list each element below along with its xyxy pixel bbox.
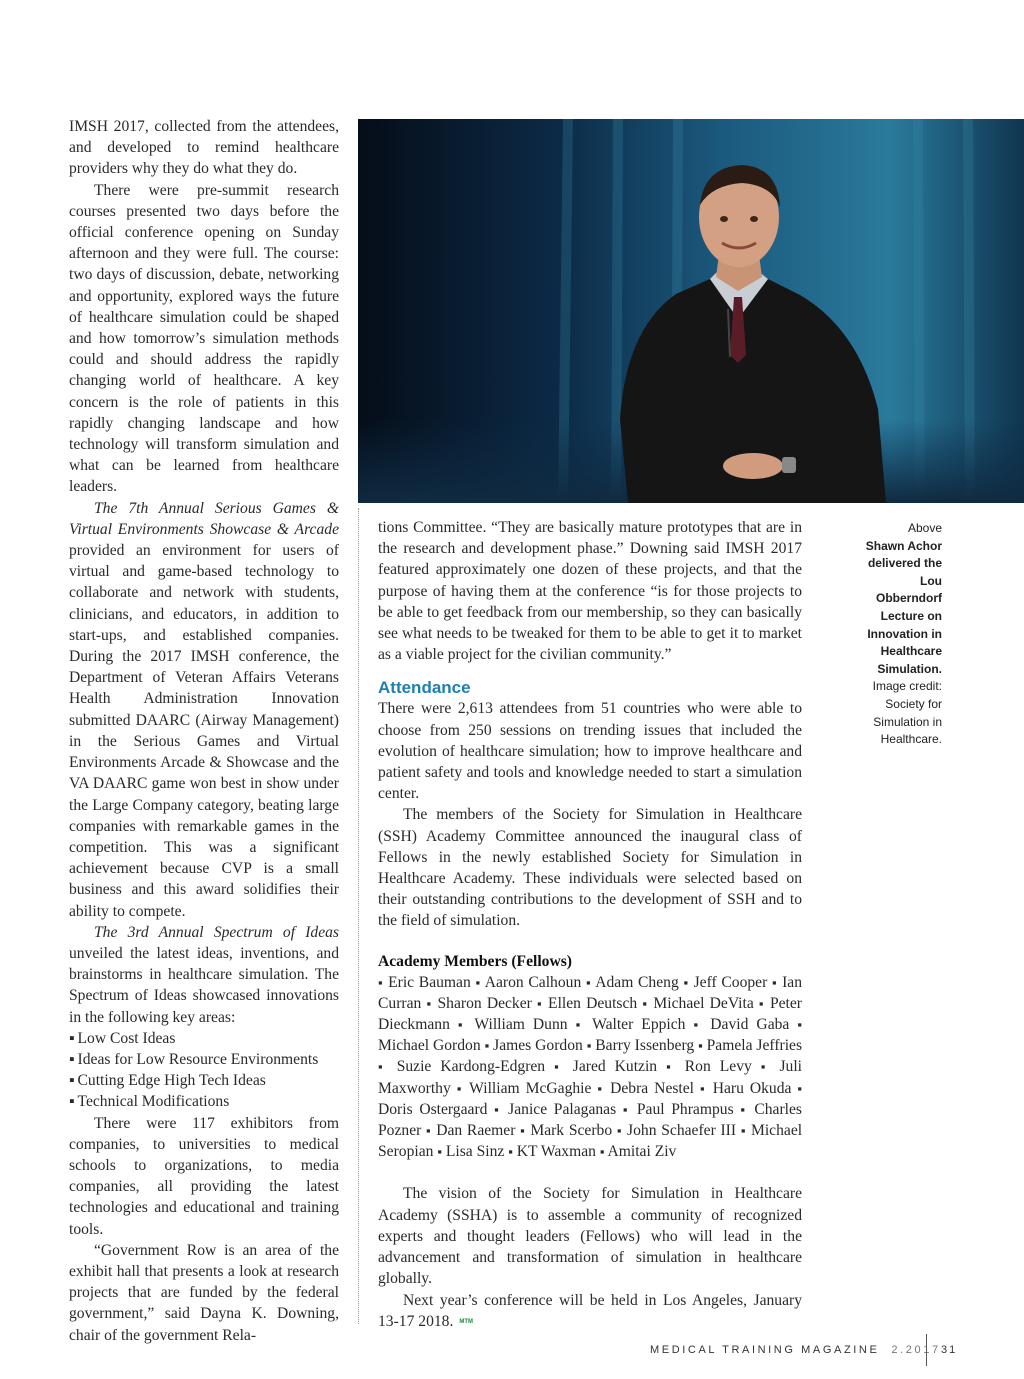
member-name: Juli Maxworthy [378, 1058, 803, 1097]
separator-icon: ▪ [554, 1059, 564, 1075]
attendance-heading: Attendance [378, 678, 471, 698]
separator-icon: ▪ [426, 1123, 432, 1139]
paragraph: IMSH 2017, collected from the attendees, and developed to remind healthcare providers why they do what they do. [69, 118, 339, 178]
member-name: Amitai Ziv [607, 1143, 677, 1161]
member-name: Eric Bauman [388, 973, 471, 991]
separator-icon: ▪ [698, 1038, 703, 1054]
separator-icon: ▪ [642, 995, 649, 1011]
member-name: Ellen Deutsch [548, 994, 638, 1012]
separator-icon: ▪ [378, 1059, 388, 1075]
member-name: Debra Nestel [610, 1079, 695, 1097]
member-name: David Gaba [710, 1016, 790, 1034]
separator-icon: ▪ [537, 995, 543, 1011]
member-name: Adam Cheng [595, 973, 679, 991]
separator-icon: ▪ [508, 1144, 513, 1160]
paragraph: The 3rd Annual Spectrum of Ideas unveiled the latest ideas, inventions, and brainstorms in healthcare simulation. The Spectrum of Ideas showcased innovations in the following key areas: [69, 923, 339, 1026]
page-number: 31 [941, 1344, 958, 1356]
member-name: Sharon Decker [437, 994, 532, 1012]
issue-number: 2.2017 [891, 1344, 941, 1356]
paragraph: Next year’s conference will be held in Los Angeles, January 13-17 2018. MTM [378, 1291, 802, 1330]
bullet-item: ▪ Cutting Edge High Tech Ideas [69, 1070, 339, 1091]
member-name: Doris Ostergaard [378, 1100, 488, 1118]
spectrum-title: The 3rd Annual Spectrum of Ideas [94, 923, 339, 941]
paragraph: tions Committee. “They are basically mature prototypes that are in the research and development phase.” Downing said IMSH 2017 featured approximately one dozen of these projects, and that the purpose of having them at the conference “is for those projects to be able to get feedback from our membership, so they can basically see what needs to be tweaked for them to be able to get it to market as a viable project for the civilian community.” [378, 519, 802, 664]
separator-icon: ▪ [740, 1101, 748, 1117]
paragraph: There were 2,613 attendees from 51 countries who were able to choose from 250 sessions on trending issues that included the evolution of healthcare simulation; how to improve healthcare and patient safety and tools and knowledge needed to start a simulation center. [378, 700, 802, 803]
paragraph: The members of the Society for Simulation in Healthcare (SSH) Academy Committee announced the inaugural class of Fellows in the newly established Society for Simulation in Healthcare Academy. These individuals were selected based on their outstanding contributions to the development of SSH and to the field of simulation. [378, 806, 802, 930]
paragraph: There were 117 exhibitors from companies, to universities to medical schools to organizations, to media companies, all providing the latest technologies and educational and training tools. [69, 1114, 339, 1238]
footer [650, 1344, 941, 1356]
showcase-title: The 7th Annual Serious Games & Virtual Environments Showcase & Arcade [69, 499, 339, 538]
bullet-item: ▪ Ideas for Low Resource Environments [69, 1049, 339, 1070]
separator-icon: ▪ [760, 1059, 771, 1075]
separator-icon: ▪ [378, 974, 384, 990]
member-name: Mark Scerbo [530, 1122, 613, 1140]
member-name: Suzie Kardong-Edgren [396, 1058, 546, 1076]
column-divider [358, 508, 359, 1324]
separator-icon: ▪ [586, 1038, 592, 1054]
member-name: Janice Palaganas [508, 1100, 617, 1118]
separator-icon: ▪ [426, 995, 433, 1011]
separator-icon: ▪ [484, 1038, 490, 1054]
member-name: Michael Gordon [378, 1037, 481, 1055]
member-name: KT Waxman [516, 1143, 596, 1161]
member-name: Michael DeVita [653, 994, 754, 1012]
member-name: Pamela Jeffries [706, 1037, 803, 1055]
paragraph: The vision of the Society for Simulation in Healthcare Academy (SSHA) is to assemble a community of recognized experts and thought leaders (Fellows) who will lead in the advancement and transformation of simulation in healthcare globally. [378, 1185, 802, 1288]
separator-icon: ▪ [475, 974, 481, 990]
member-name: Ian Curran [378, 973, 803, 1012]
member-name: Barry Issenberg [595, 1037, 695, 1055]
member-name: John Schaefer III [627, 1122, 737, 1140]
separator-icon: ▪ [758, 995, 765, 1011]
left-column [69, 116, 339, 1346]
separator-icon: ▪ [456, 1080, 464, 1096]
member-name: Jared Kutzin [572, 1058, 658, 1076]
separator-icon: ▪ [457, 1017, 467, 1033]
separator-icon: ▪ [797, 1017, 802, 1033]
caption-label: Above [907, 521, 942, 535]
separator-icon: ▪ [494, 1101, 502, 1117]
paragraph: “Government Row is an area of the exhibit hall that presents a look at research projects that are funded by the federal government,” said Dayna K. Downing, chair of the government Rela- [69, 1241, 339, 1344]
separator-icon: ▪ [683, 974, 689, 990]
speaker-photo-illustration [358, 119, 1024, 503]
member-name: Lisa Sinz [445, 1143, 505, 1161]
separator-icon: ▪ [599, 1144, 605, 1160]
member-name: Haru Okuda [712, 1079, 792, 1097]
member-name: Walter Eppich [592, 1016, 686, 1034]
separator-icon: ▪ [700, 1080, 707, 1096]
member-name: William McGaghie [469, 1079, 592, 1097]
speaker-photo [358, 119, 1024, 503]
bullet-item: ▪ Technical Modifications [69, 1091, 339, 1112]
middle-column [378, 517, 802, 1333]
separator-icon: ▪ [666, 1059, 676, 1075]
member-name: Jeff Cooper [693, 973, 768, 991]
members-list [378, 972, 802, 1163]
separator-icon: ▪ [575, 1017, 585, 1033]
member-name: Paul Phrampus [636, 1100, 734, 1118]
paragraph: There were pre-summit research courses presented two days before the official conference opening on Sunday afternoon and they were full. The course: two days of discussion, debate, networking and opportunity, explored ways the future of healthcare simulation could be shaped and how tomorrow’s simulation methods could and should address the rapidly changing world of healthcare. A key concern is the role of patients in this rapidly changing landscape and how technology will transform simulation and what can be learned from healthcare leaders. [69, 181, 339, 496]
separator-icon: ▪ [520, 1123, 526, 1139]
member-name: William Dunn [474, 1016, 568, 1034]
member-name: James Gordon [493, 1037, 583, 1055]
separator-icon: ▪ [616, 1123, 623, 1139]
member-name: Aaron Calhoun [484, 973, 582, 991]
member-name: Peter Dieckmann [378, 994, 802, 1034]
magazine-name: MEDICAL TRAINING MAGAZINE [650, 1344, 880, 1356]
member-name: Michael Seropian [378, 1122, 803, 1161]
bullet-item: ▪ Low Cost Ideas [69, 1028, 339, 1049]
separator-icon: ▪ [585, 974, 592, 990]
separator-icon: ▪ [797, 1080, 803, 1096]
member-name: Charles Pozner [378, 1100, 802, 1140]
separator-icon: ▪ [740, 1123, 747, 1139]
separator-icon: ▪ [597, 1080, 605, 1096]
paragraph: The 7th Annual Serious Games & Virtual Environments Showcase & Arcade provided an environment for users of virtual and game-based technology to collaborate and network with students, clinicians, and educators, in addition to start-ups, and established companies. During the 2017 IMSH conference, the Department of Veteran Affairs Veterans Health Administration Innovation submitted DAARC (Airway Management) in the Serious Games and Virtual Environments Arcade & Showcase and the VA DAARC game won best in show under the Large Company category, beating large companies with remarkable games in the competition. This was a significant achievement because CVP is a small business and this award solidifies their ability to compete. [69, 499, 339, 920]
separator-icon: ▪ [693, 1017, 703, 1033]
caption-text: Shawn Achor delivered the Lou Obberndorf Lecture on Innovation in Healthcare Simulation. [865, 538, 942, 676]
members-heading: Academy Members (Fellows) [378, 952, 572, 970]
separator-icon: ▪ [437, 1144, 442, 1160]
end-mark: MTM [459, 1318, 474, 1325]
separator-icon: ▪ [771, 974, 778, 990]
member-name: Dan Raemer [436, 1122, 516, 1140]
footer-divider [926, 1334, 927, 1366]
member-name: Ron Levy [684, 1058, 752, 1076]
separator-icon: ▪ [622, 1101, 631, 1117]
caption-credit: Image credit: Society for Simulation in Healthcare. [872, 679, 942, 747]
photo-caption [852, 520, 942, 749]
